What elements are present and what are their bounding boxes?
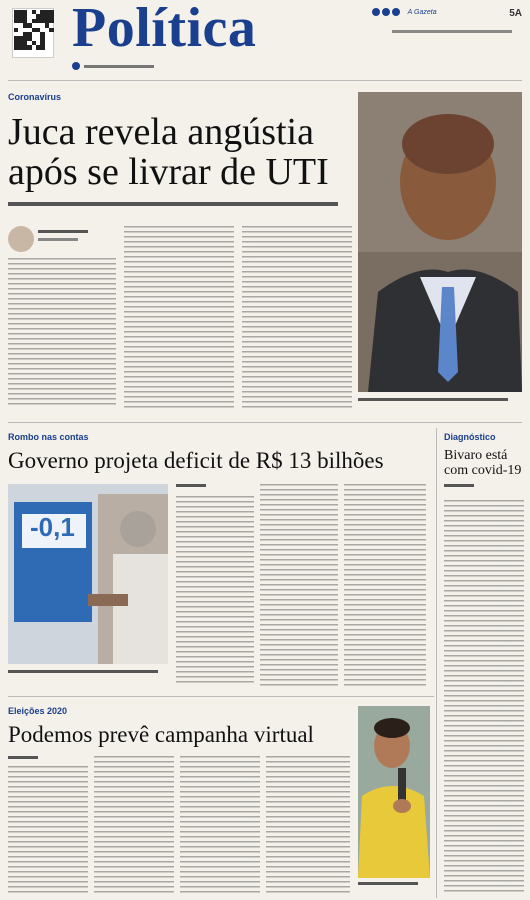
third-byline <box>8 756 38 759</box>
third-kicker: Eleições 2020 <box>8 706 68 716</box>
second-headline[interactable]: Governo projeta deficit de R$ 13 bilhões <box>8 448 384 473</box>
qr-code <box>12 8 54 58</box>
third-photo-caption <box>358 882 430 885</box>
second-photo-caption <box>8 670 168 673</box>
sidebar-text-column <box>444 500 524 895</box>
facebook-icon[interactable] <box>372 8 380 16</box>
third-text-column-1 <box>8 766 88 896</box>
sidebar-kicker: Diagnóstico <box>444 432 496 442</box>
third-headline[interactable]: Podemos prevê campanha virtual <box>8 722 314 747</box>
masthead-social-link[interactable] <box>72 62 154 70</box>
second-text-column-2 <box>260 484 338 686</box>
qr-cell <box>27 45 31 49</box>
date-line <box>392 30 512 33</box>
lead-headline-line1: Juca revela angústia <box>8 111 314 153</box>
second-text-column-1 <box>176 496 254 686</box>
lead-photo-caption <box>358 398 522 401</box>
author-name <box>38 230 88 233</box>
lead-text-column-3 <box>242 226 352 408</box>
atm-screen-label: -0,1 <box>30 512 75 542</box>
qr-cell <box>40 45 44 49</box>
lead-headline[interactable] <box>8 112 353 192</box>
atm-illustration <box>8 484 168 664</box>
sidebar-headline-line1: Bivaro está <box>444 448 508 463</box>
qr-cell <box>49 28 53 32</box>
lead-photo <box>358 92 522 392</box>
third-photo <box>358 706 430 878</box>
lead-text-column-2 <box>124 226 234 408</box>
sidebar-headline[interactable] <box>444 448 524 478</box>
second-byline <box>176 484 206 487</box>
globe-icon <box>72 62 80 70</box>
third-text-column-2 <box>94 756 174 896</box>
section-title: Política <box>72 0 257 59</box>
lead-subhead <box>8 200 353 206</box>
sidebar-byline <box>444 484 474 487</box>
qr-cell <box>49 19 53 23</box>
sidebar-divider <box>436 428 437 898</box>
author-avatar <box>8 226 34 252</box>
lead-kicker: Coronavírus <box>8 92 62 102</box>
twitter-icon[interactable] <box>382 8 390 16</box>
sidebar-headline-line2: com covid-19 <box>444 463 522 478</box>
section-divider-2 <box>8 696 434 697</box>
speaker-illustration <box>358 706 430 878</box>
author-email <box>38 238 78 241</box>
instagram-icon[interactable] <box>392 8 400 16</box>
second-kicker: Rombo nas contas <box>8 432 89 442</box>
lead-text-column-1 <box>8 258 116 408</box>
qr-cell <box>14 28 18 32</box>
masthead-info <box>372 8 522 48</box>
lead-headline-line2: após se livrar de UTI <box>8 151 329 193</box>
section-divider-1 <box>8 422 522 423</box>
page-number: 5A <box>509 8 522 19</box>
second-photo <box>8 484 168 664</box>
third-text-column-3 <box>180 756 260 896</box>
newspaper-name: A Gazeta <box>407 8 437 16</box>
third-text-column-4 <box>266 756 350 896</box>
portrait-illustration <box>358 92 522 392</box>
second-text-column-3 <box>344 484 426 686</box>
masthead-rule <box>8 80 522 81</box>
